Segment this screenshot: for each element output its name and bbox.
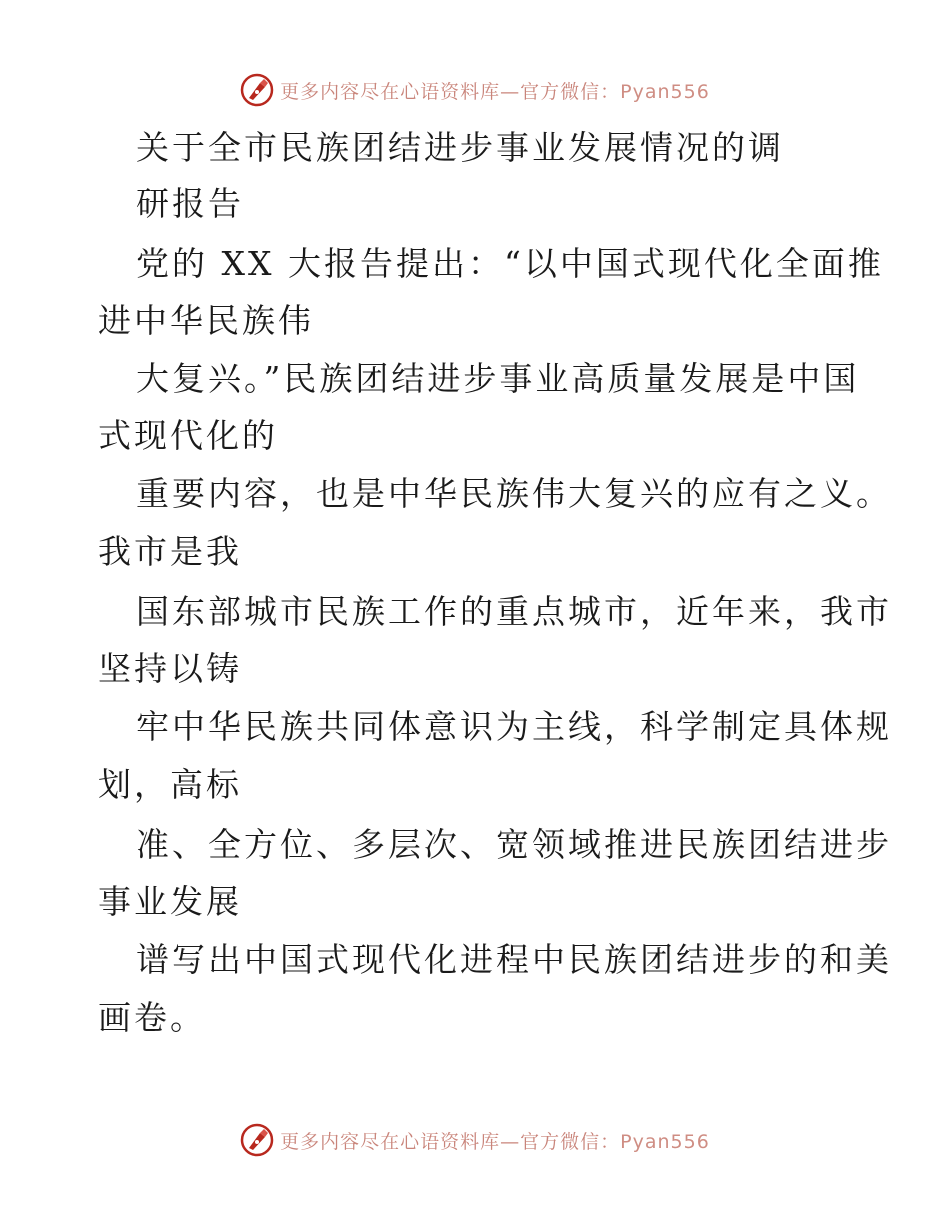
paragraph-line: 大复兴。”民族团结进步事业高质量发展是中国: [136, 359, 860, 398]
paragraph-line: 准、全方位、多层次、宽领域推进民族团结进步: [136, 825, 892, 864]
paragraph-line: 坚持以铸: [98, 649, 242, 688]
header-banner-label: 更多内容尽在心语资料库—官方微信：: [280, 80, 621, 103]
paragraph-line: 党的 XX 大报告提出：“以中国式现代化全面推: [136, 244, 884, 283]
footer-wechat-id: Pyan556: [620, 1130, 710, 1153]
paragraph-line: 重要内容，也是中华民族伟大复兴的应有之义。: [136, 474, 892, 513]
document-title-line-1: 关于全市民族团结进步事业发展情况的调: [136, 128, 784, 167]
footer-banner-text: [280, 1127, 710, 1154]
paragraph-line: 牢中华民族共同体意识为主线，科学制定具体规: [136, 707, 892, 746]
paragraph-line: 划，高标: [98, 765, 242, 804]
paragraph-line: 式现代化的: [98, 416, 278, 455]
paragraph-line: 我市是我: [98, 532, 242, 571]
pen-nib-logo-icon: [240, 1123, 274, 1157]
paragraph-line: 进中华民族伟: [98, 301, 314, 340]
paragraph-line: 事业发展: [98, 882, 242, 921]
paragraph-line: 国东部城市民族工作的重点城市，近年来，我市: [136, 592, 892, 631]
footer-banner: [0, 1120, 950, 1160]
paragraph-line: 画卷。: [98, 998, 206, 1037]
document-title-line-2: 研报告: [136, 184, 244, 223]
paragraph-line: 谱写出中国式现代化进程中民族团结进步的和美: [136, 940, 892, 979]
header-wechat-id: Pyan556: [620, 80, 710, 103]
footer-banner-label: 更多内容尽在心语资料库—官方微信：: [280, 1130, 621, 1153]
